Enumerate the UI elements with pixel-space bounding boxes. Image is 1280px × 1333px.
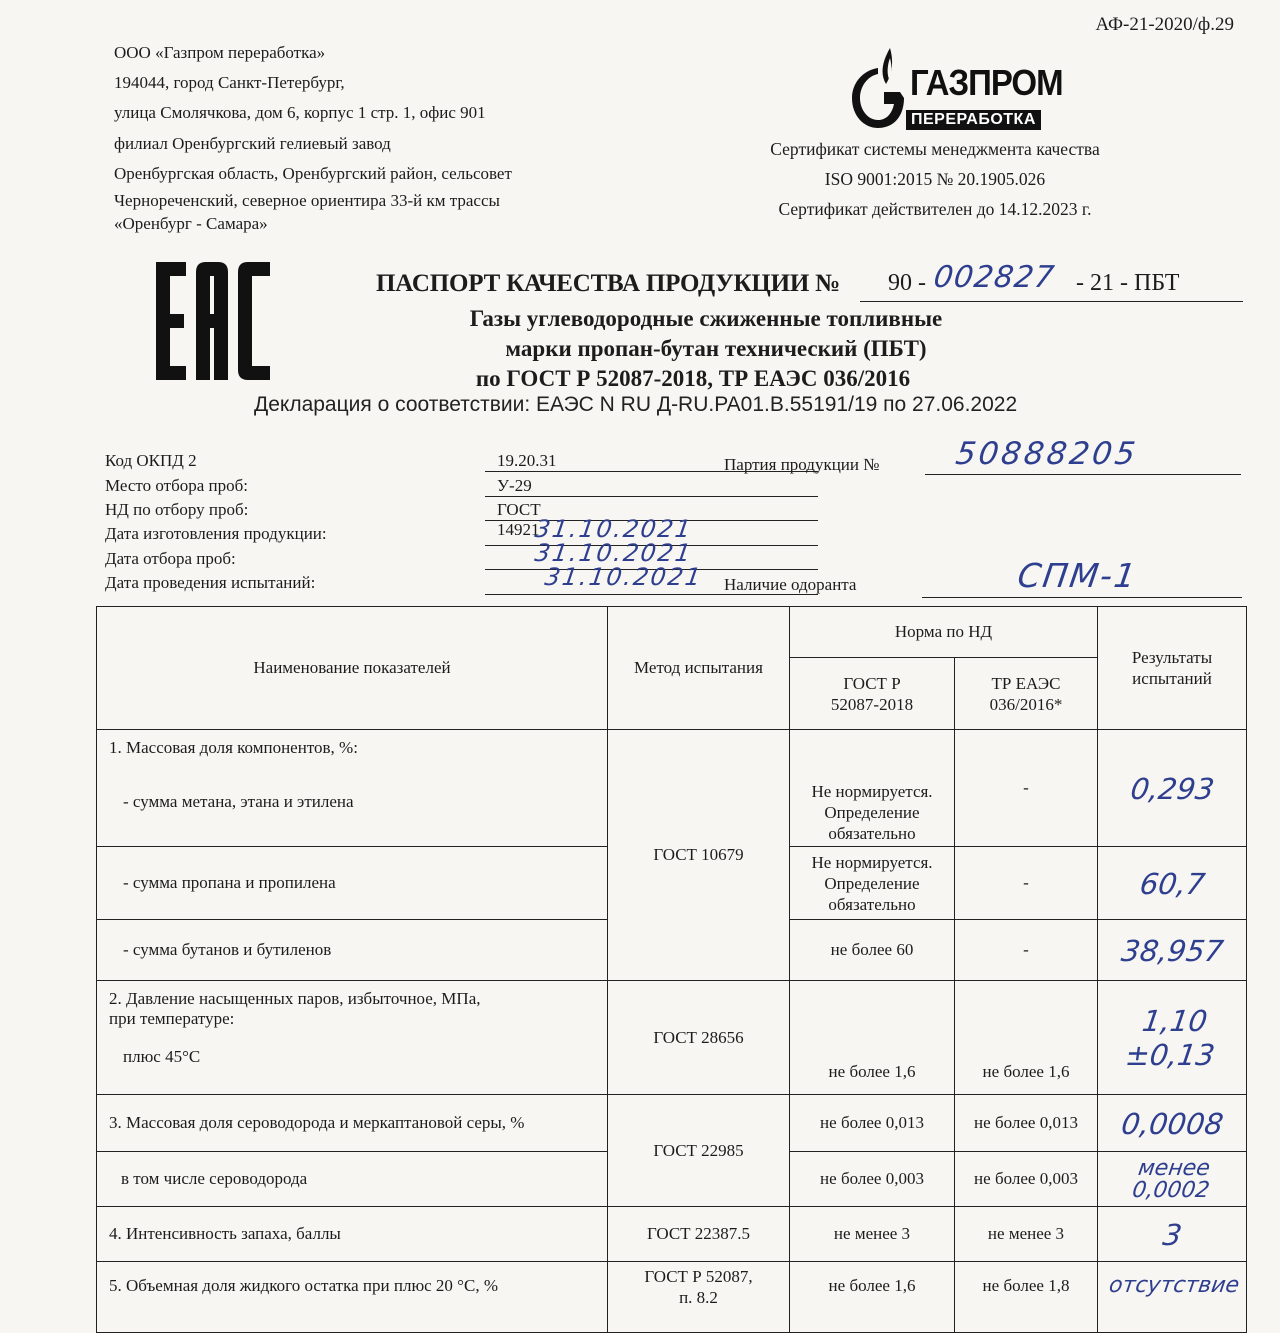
row-norm-gost: не менее 3 — [790, 1207, 955, 1262]
table-row — [97, 1207, 1247, 1262]
product-line: марки пропан-бутан технический (ПБТ) — [505, 336, 927, 361]
row-result-handwritten: отсутствие — [1093, 1262, 1252, 1333]
row-norm-gost: не более 1,6 — [790, 1262, 955, 1333]
field-handwritten: 31.10.2021 — [533, 515, 695, 543]
row-result-handwritten: 0,293 — [1089, 730, 1254, 847]
row-result-handwritten: 1,10 ±0,13 — [1089, 981, 1254, 1095]
field-value: У-29 — [497, 476, 532, 495]
address-line: Оренбургская область, Оренбургский район, сельсовет — [114, 163, 512, 183]
header-results: Результаты испытаний — [1098, 607, 1247, 730]
field-value: 19.20.31 — [497, 451, 557, 470]
header-method: Метод испытания — [608, 607, 790, 730]
row-norm-gost: Не нормируется. Определение обязательно — [790, 847, 955, 920]
header-tr: ТР ЕАЭС 036/2016* — [955, 658, 1098, 730]
field-label: Дата отбора проб: — [105, 549, 236, 568]
field-value: ГОСТ 14921 — [497, 500, 541, 539]
passport-number-suffix: - 21 - ПБТ — [1076, 270, 1180, 296]
row-name: 4. Интенсивность запаха, баллы — [97, 1207, 608, 1262]
logo-subtext: ПЕРЕРАБОТКА — [906, 110, 1041, 130]
row-method: ГОСТ 22985 — [608, 1095, 790, 1207]
row-norm-tr: - — [955, 920, 1098, 981]
row-norm-gost: не более 1,6 — [790, 981, 955, 1095]
row-method: ГОСТ 28656 — [608, 981, 790, 1095]
table-row — [97, 1095, 1247, 1152]
row-result-handwritten: 0,0008 — [1093, 1095, 1250, 1152]
odorant-line — [922, 597, 1242, 598]
field-handwritten: 31.10.2021 — [543, 563, 705, 591]
row-name: 2. Давление насыщенных паров, избыточное, МПа, при температуре: плюс 45°С — [97, 981, 608, 1095]
row-norm-gost: не более 0,003 — [790, 1152, 955, 1207]
address-line: ООО «Газпром переработка» — [114, 43, 326, 62]
field-label: Дата проведения испытаний: — [105, 573, 316, 592]
field-label: НД по отбору проб: — [105, 500, 249, 519]
table-header-row — [97, 607, 1247, 658]
row-name: 5. Объемная доля жидкого остатка при плюс 20 °С, % — [97, 1262, 608, 1333]
address-line: улица Смолячкова, дом 6, корпус 1 стр. 1, офис 901 — [114, 103, 486, 123]
row-name: в том числе сероводорода — [97, 1152, 608, 1207]
form-code: АФ-21-2020/ф.29 — [1095, 14, 1234, 35]
row-norm-tr: не более 0,003 — [955, 1152, 1098, 1207]
row-norm-tr: - — [955, 847, 1098, 920]
row-norm-tr: не более 1,8 — [955, 1262, 1098, 1333]
gazprom-logo — [846, 44, 1063, 136]
row-norm-tr: не более 1,6 — [955, 981, 1098, 1095]
row-name: - сумма пропана и пропилена — [97, 847, 608, 920]
table-row — [97, 981, 1247, 1095]
certificate-line: Сертификат действителен до 14.12.2023 г. — [778, 199, 1092, 219]
row-result-handwritten: менее 0,0002 — [1094, 1152, 1251, 1207]
row-norm-tr: не более 0,013 — [955, 1095, 1098, 1152]
certificate-line: Сертификат системы менеджмента качества — [770, 139, 1100, 159]
header-name: Наименование показателей — [97, 607, 608, 730]
row-norm-gost: не более 60 — [790, 920, 955, 981]
row-norm-tr: - — [955, 730, 1098, 847]
row-norm-tr: не менее 3 — [955, 1207, 1098, 1262]
address-line: 194044, город Санкт-Петербург, — [114, 73, 345, 93]
address-line: филиал Оренбургский гелиевый завод — [114, 133, 391, 153]
row-method: ГОСТ 22387.5 — [608, 1207, 790, 1262]
field-label: Код ОКПД 2 — [105, 451, 197, 470]
address-line: «Оренбург - Самара» — [114, 214, 268, 234]
row-result-handwritten: 60,7 — [1092, 847, 1251, 920]
table-row — [97, 1262, 1247, 1333]
batch-number-handwritten: 50888205 — [953, 436, 1141, 472]
row-name: 1. Массовая доля компонентов, %: - сумма метана, этана и этилена — [97, 730, 608, 847]
field-label: Дата изготовления продукции: — [105, 524, 327, 543]
company-address — [114, 38, 512, 235]
odorant-handwritten: СПМ-1 — [1015, 556, 1140, 595]
field-label: Место отбора проб: — [105, 476, 248, 495]
field-line — [485, 496, 818, 497]
row-norm-gost: не более 0,013 — [790, 1095, 955, 1152]
row-method: ГОСТ Р 52087, п. 8.2 — [608, 1262, 790, 1333]
row-name: 3. Массовая доля сероводорода и меркаптановой серы, % — [97, 1095, 608, 1152]
table-row — [97, 730, 1247, 847]
address-line: Чернореченский, северное ориентира 33-й км трассы — [114, 191, 500, 211]
row-method: ГОСТ 10679 — [608, 730, 790, 981]
logo-text: ГАЗПРОМ — [910, 62, 1063, 103]
product-line: Газы углеводородные сжиженные топливные — [469, 306, 943, 331]
row-norm-gost: Не нормируется. Определение обязательно — [790, 730, 955, 847]
certificate-info — [740, 134, 1130, 224]
row-result-handwritten: 3 — [1094, 1207, 1251, 1262]
product-line: по ГОСТ Р 52087-2018, ТР ЕАЭС 036/2016 — [475, 366, 911, 391]
passport-number-line — [860, 300, 1243, 302]
row-result-handwritten: 38,957 — [1093, 920, 1251, 981]
odorant-label: Наличие одоранта — [724, 575, 857, 594]
batch-line — [925, 474, 1241, 475]
field-handwritten: 31.10.2021 — [533, 539, 695, 567]
declaration: Декларация о соответствии: ЕАЭС N RU Д-RU.PA01.B.55191/19 по 27.06.2022 — [254, 393, 1018, 416]
header-gost: ГОСТ Р 52087-2018 — [790, 658, 955, 730]
passport-title: ПАСПОРТ КАЧЕСТВА ПРОДУКЦИИ № — [376, 270, 841, 297]
header-norm: Норма по НД — [790, 607, 1098, 658]
passport-number-handwritten: 002827 — [931, 260, 1057, 295]
product-description — [376, 304, 1056, 394]
row-name: - сумма бутанов и бутиленов — [97, 920, 608, 981]
quality-table — [96, 606, 1247, 1333]
batch-label: Партия продукции № — [724, 455, 880, 474]
passport-number-prefix: 90 - — [888, 270, 926, 296]
certificate-line: ISO 9001:2015 № 20.1905.026 — [824, 169, 1046, 189]
eac-mark-icon — [156, 262, 270, 380]
